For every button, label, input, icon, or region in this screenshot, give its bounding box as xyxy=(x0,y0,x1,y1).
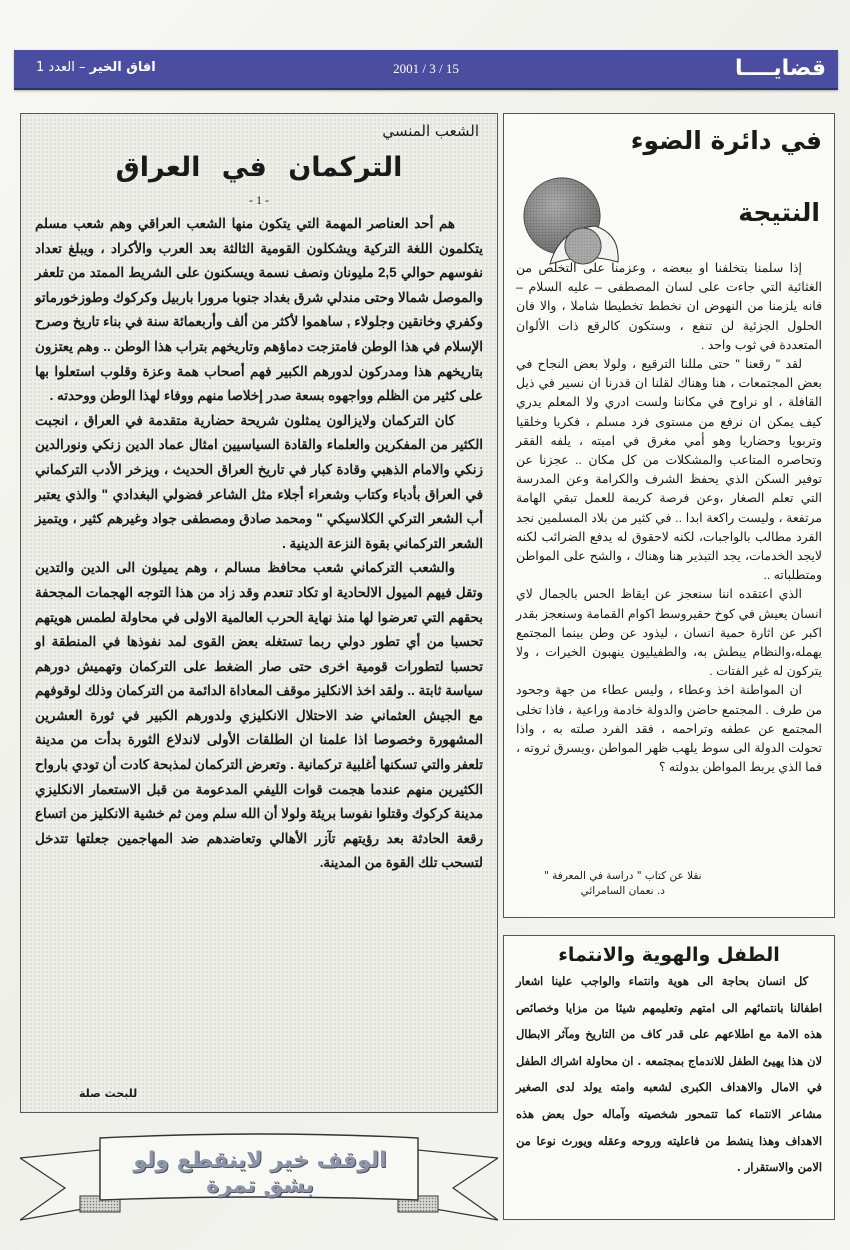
paragraph: ان المواطنة اخذ وعطاء ، وليس عطاء من جهة وجحود من طرف . المجتمع حاضن والدولة خادمة وراعية ، فاذا تخلى المجتمع عن عطفه وتراحمه ، فقد الفرد صلته به ، واذا تحولت الدولة الى سوط يلهب ظهر المواطن ،ويسرق ثروته ، فما الذي يربط المواطن بدولته ؟ xyxy=(516,683,822,775)
issue-date: 2001 / 3 / 15 xyxy=(393,61,459,76)
publication-name: افاق الخير xyxy=(89,60,156,75)
paragraph: كل انسان بحاجة الى هوية وانتماء والواجب علينا اشعار اطفالنا بانتمائهم الى امتهم وتعليمهم شيئا من مزايا وخصائص هذه الامة مع اطلاعهم على قدر كاف من التاريخ ومآثر الابطال لان هذا يهيئ الطفل للاندماج بمجتمعه . ان محاولة اشراك الطفل في الامال والاهداف الكبرى لشعبه وامته يولد لدى الصغير مشاعر الانتماء كما تتمحور شخصيته وآماله حول بعض هذه الاهداف وهذا ينشط من فاعليته وروحه وعقله ويورث نوعا من الامن والاستقرار . xyxy=(516,974,822,1175)
article-title: النتيجة xyxy=(738,198,820,227)
section-title: قضايــــا xyxy=(735,56,826,81)
part-number: - 1 - xyxy=(249,193,269,207)
child-identity-article xyxy=(503,935,835,1220)
to-be-continued: للبحث صلة xyxy=(79,1087,138,1100)
article-body xyxy=(516,259,822,777)
ribbon-banner xyxy=(20,1128,498,1228)
source-book: نقلا عن كتاب " دراسة في المعرفة " xyxy=(544,870,702,882)
header-bar xyxy=(14,50,838,90)
article-title: الطفل والهوية والانتماء xyxy=(558,944,780,966)
article-title: التركمان في العراق xyxy=(115,152,403,183)
article-source xyxy=(544,869,702,899)
paragraph: والشعب التركماني شعب محافظ مسالم ، وهم يميلون الى الدين والتدين وتقل فيهم الميول الالحادية او تكاد تنعدم وقد زاد من هذا التوجه الهجمات المجحفة بحقهم التي تعرضوا لها منذ نهاية الحرب العالمية الاولى في محاولة لطمس هويتهم تحسبا من أي تطور دولي ربما تستغله بعض القوى لمد نفوذها في المنطقة او تحسبا لتطورات قومية اخرى حتى صار الضغط على التركمان وتهميش دورهم سياسة ثابتة .. ولقد اخذ الانكليز موقف المعاداة الدائمة من التركمان وذلك لوقوفهم مع الجيش العثماني ضد الاحتلال الانكليزي ولدورهم الكبير في ثورة العشرين المشهورة وخصوصا اذا علمنا ان الطلقات الأولى لاندلاع الثورة بدأت من مدينة تلعفر والتي تسكنها أغلبية تركمانية . وتعرض التركمان لمذبحة كادت أن تودي بارواح الكثيرين منهم عندما هجمت قوات الليفي المدعومة من قبل الاستعمار الانكليزي مدينة كركوك وقتلوا نفوسا بريئة ولولا أن الله سلم ومن ثم خشية الانكليز من اتساع رقعة الحادثة بعد رؤيتهم تآزر الأهالي وتعاضدهم ضد المهاجمين جعلتها تتدخل لتسحب تلك القوة من المدينة. xyxy=(35,560,483,871)
article-body xyxy=(35,212,483,876)
article-kicker: الشعب المنسي xyxy=(382,122,479,140)
paragraph: هم أحد العناصر المهمة التي يتكون منها الشعب العراقي وهم شعب مسلم يتكلمون اللغة التركية ويشكلون القومية الثالثة بعد العرب والأكراد ، ويبلغ تعداد نفوسهم حوالي 2,5 مليونان ونصف نسمة ويسكنون على الشريط الممتد من تلعفر والموصل شمالا وحتى مندلي شرق بغداد جنوبا مرورا باربيل وكركوك وطوزخورماتو وكفري وخانقين وجلولاء , ساهموا لأكثر من ألف وأربعمائة سنة في بناء تاريخ وصرح الإسلام في هذا الوطن فامتزجت دماؤهم وتاريخهم بتراب هذا الوطن .. وهم يعتزون بتاريخهم هذا ومدركون لدورهم الكبير فهم أصحاب همة وعزة وقلوب استعلوا بها على كثير من الظلم وواجهوه بسعة صدر إخلاصا منهم ووفاء لهذا الوطن ووحدته . xyxy=(35,216,483,404)
spotlight-article xyxy=(503,113,835,918)
paragraph: لقد " رقعنا " حتى مللنا الترقيع ، ولولا بعض النجاح في بعض المجتمعات ، هنا وهناك لقلنا ان قدرنا ان نسير في ذيل القافلة ، او نراوح في مكاننا ولست ادري ولا المعلم يدري كيف يمكن ان نرفع من مستوى فرد مسلم ، فكريا وخلقيا وتربويا وحضاريا وهو أمي مغرق في اميته ، يلفه الفقر وتحاصره المتاعب والمشكلات من كل مكان .. عجزنا عن توفير السكن الذي يحفظ الشرف والكرامة وعن المدرسة التي تعلم الصغار ،وعن فرصة كريمة للعمل تبقي الهامة مرتفعة ، وليست راكعة ابدا .. في كثير من بلاد المسلمين نجد الفرد مطالب بالواجبات، لكنه لاحقوق له يدفع الضرائب لكنه لايجد الخدمات، يجد التبذير هنا وهناك ، والشح على المواطن ومتطلباته .. xyxy=(516,357,822,583)
banner-slogan: الوقف خير لاينقطع ولو بشق تمرة xyxy=(133,1148,387,1198)
left-article xyxy=(20,113,498,1113)
paragraph: إذا سلمنا بتخلفنا او ببعضه ، وعزمنا على التخلص من الغثائية التي جاءت على لسان المصطفى – عليه السلام – فانه يلزمنا من النهوض ان نخطط تخطيطا شاملا ، والا فان الحلول الجزئية لن تنفع ، وستكون كالرقع ذات الألوان المتعددة في ثوب واحد . xyxy=(516,261,822,352)
publication-issue xyxy=(36,60,156,75)
paragraph: كان التركمان ولايزالون يمثلون شريحة حضارية متقدمة في العراق ، انجبت الكثير من المفكرين والعلماء والقادة السياسيين امثال عماد الدين زنكي ونورالدين زنكي والامام الذهبي وقادة كبار في تاريخ العراق الحديث ، ويزخر الأدب التركماني في العراق بأدباء وكتاب وشعراء أجلاء مثل الشاعر فضولي البغدادي " والذي يعتبر أب الشعر التركي الكلاسيكي " ومحمد صادق ومصطفى جواد وغيرهم كثير ، ويتميز الشعر التركماني بقوة النزعة الدينية . xyxy=(35,412,483,551)
article-body xyxy=(516,968,822,1181)
issue-number: – العدد 1 xyxy=(36,60,86,75)
paragraph: الذي اعتقده اننا سنعجز عن ايقاظ الحس بالجمال لاي انسان يعيش في كوخ حقيروسط اكوام القمامة وسنعجز بقدر اكبر عن اثارة حمية انسان ، ليذود عن وطن بينما المجتمع يهمله،والنظام يبطش به، والطفيليون ينهبون الخيرات ، ولا يتركون له غير الفتات . xyxy=(516,587,822,679)
column-title: في دائرة الضوء xyxy=(630,126,822,155)
source-author: د. نعمان السامرائي xyxy=(580,885,665,897)
